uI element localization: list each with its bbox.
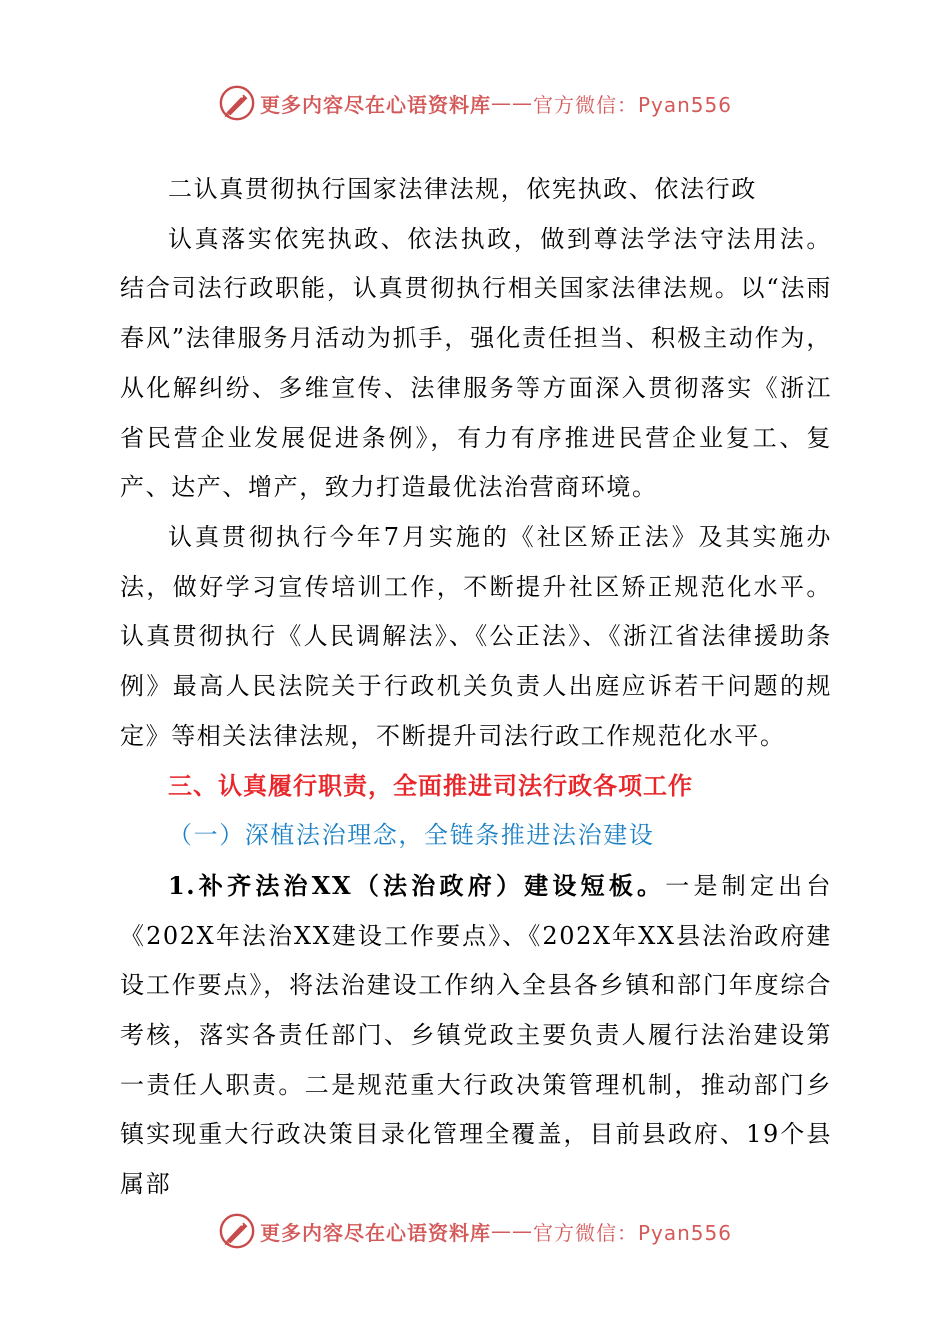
pen-logo-icon [218, 84, 256, 122]
banner-dash: —— [490, 91, 533, 115]
banner-site-text: 更多内容尽在心语资料库 [259, 1220, 491, 1245]
pen-logo-icon [218, 1212, 256, 1250]
paragraph-rule-of-law: 认真落实依宪执政、依法执政，做到尊法学法守法用法。结合司法行政职能，认真贯彻执行相关国家法律法规。以“法雨春风”法律服务月活动为抓手，强化责任担当、积极主动作为，从化解纠纷、多维宣传、法律服务等方面深入贯彻落实《浙江省民营企业发展促进条例》，有力有序推进民营企业复工、复产、达产、增产，致力打造最优法治营商环境。 [120, 224, 832, 502]
section-2-heading: 二认真贯彻执行国家法律法规，依宪执政、依法行政 [168, 175, 757, 203]
banner-dash: —— [490, 1219, 533, 1243]
header-banner [0, 78, 950, 128]
subsection-1-heading: （一）深植法治理念，全链条推进法治建设 [168, 821, 655, 850]
banner-wechat-text: 官方微信：Pyan556 [532, 1220, 732, 1245]
banner-wechat-text: 官方微信：Pyan556 [532, 92, 732, 117]
footer-banner [0, 1206, 950, 1256]
banner-site-text: 更多内容尽在心语资料库 [259, 92, 491, 117]
section-3-heading: 三、认真履行职责，全面推进司法行政各项工作 [168, 771, 693, 801]
paragraph-community-correction: 认真贯彻执行今年7月实施的《社区矫正法》及其实施办法，做好学习宣传培训工作，不断提升社区矫正规范化水平。认真贯彻执行《人民调解法》、《公正法》、《浙江省法律援助条例》最高人民法院关于行政机关负责人出庭应诉若干问题的规定》等相关法律法规，不断提升司法行政工作规范化水平。 [120, 522, 832, 750]
item-1-paragraph [120, 861, 832, 1210]
document-body [120, 165, 832, 1210]
item-1-title: 1.补齐法治XX（法治政府）建设短板。 [168, 870, 666, 900]
item-1-text: 一是制定出台《202X年法治XX建设工作要点》、《202X年XX县法治政府建设工作要点》，将法治建设工作纳入全县各乡镇和部门年度综合考核，落实各责任部门、乡镇党政主要负责人履行法治建设第一责任人职责。二是规范重大行政决策管理机制，推动部门乡镇实现重大行政决策目录化管理全覆盖，目前县政府、19个县属部 [120, 871, 832, 1199]
